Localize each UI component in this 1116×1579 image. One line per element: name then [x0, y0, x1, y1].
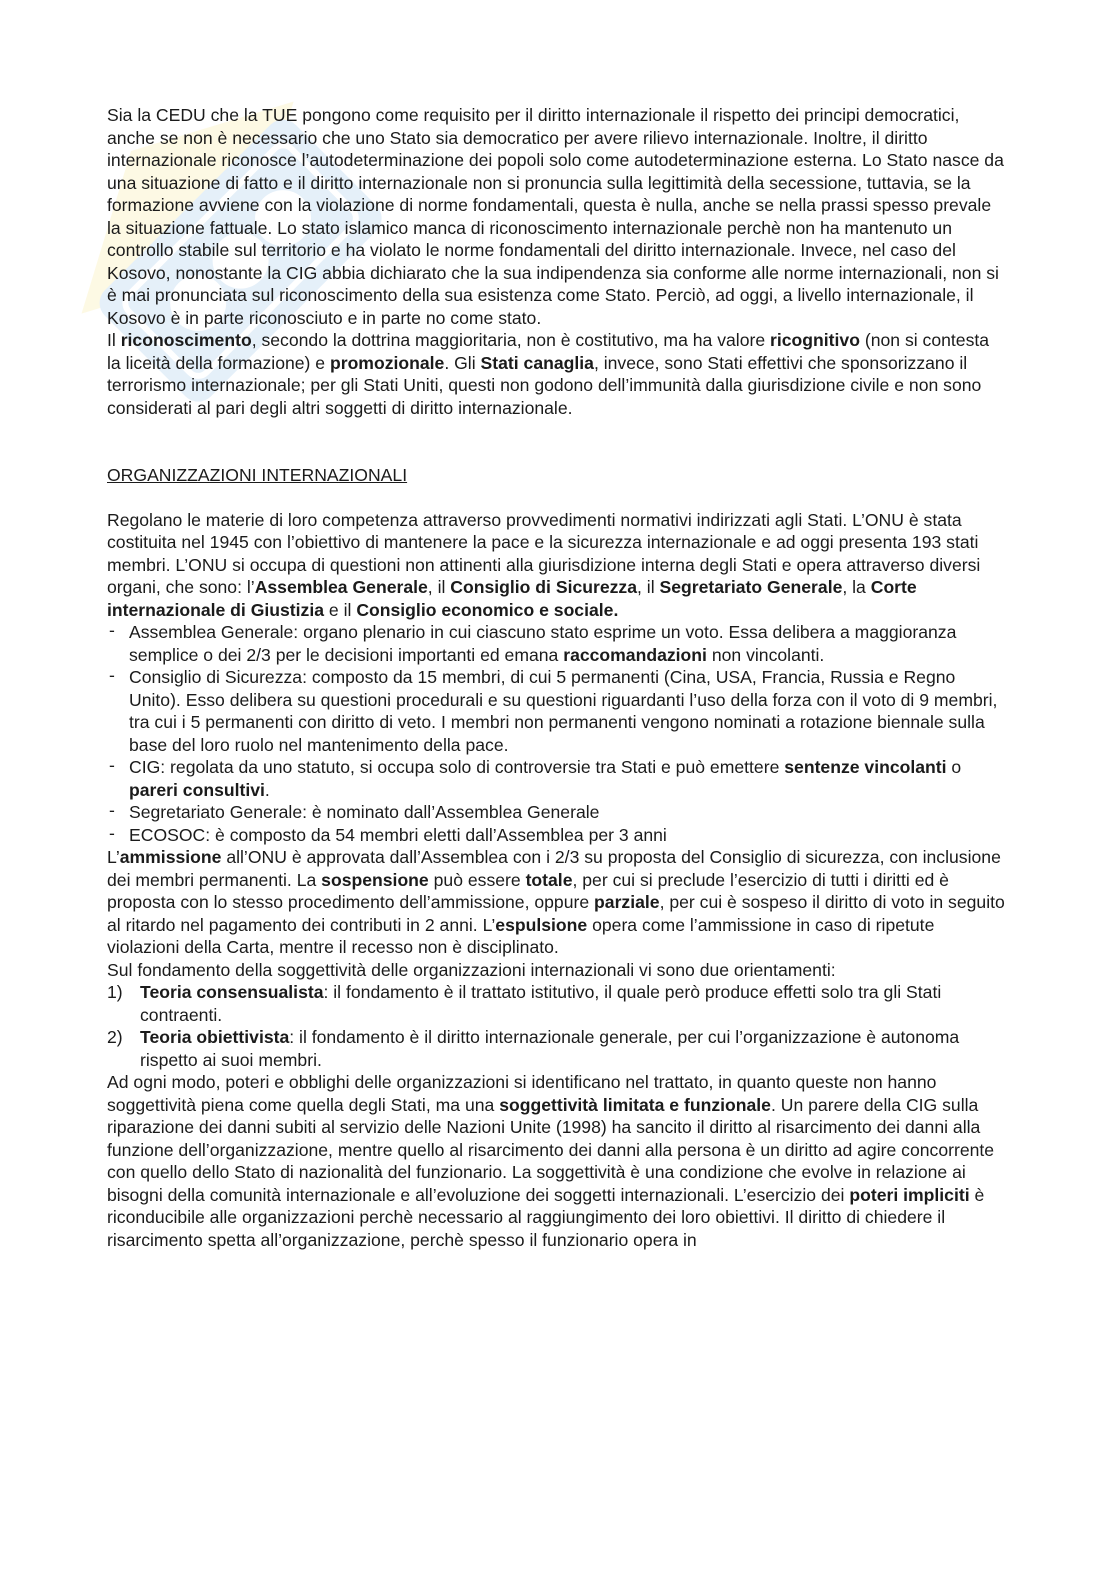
- list-item-cig: - CIG: regolata da uno statuto, si occupa solo di controversie tra Stati e può emettere sentenze vincolanti o pareri consultivi.: [107, 756, 1007, 801]
- paragraph-riconoscimento: Il riconoscimento, secondo la dottrina maggioritaria, non è costitutivo, ma ha valore ricognitivo (non si contesta la liceità della formazione) e promozionale. Gli Stati canaglia, invece, sono Stati effettivi che sponsorizzano il terrorismo internazionale; per gli Stati Uniti, questi non godono dell’immunità dalla giurisdizione civile e non sono considerati al pari degli altri soggetti di diritto internazionale.: [107, 330, 990, 418]
- onu-organs-list: [107, 621, 1007, 846]
- paragraph-ammissione: L’ammissione all’ONU è approvata dall’Assemblea con i 2/3 su proposta del Consiglio di sicurezza, con inclusione dei membri permanenti. La sospensione può essere totale, per cui si preclude l’esercizio di tutti i diritti ed è proposta con lo stesso procedimento dell’ammissione, oppure parziale, per cui è sospeso il diritto di voto in seguito al ritardo nel pagamento dei contributi in 2 anni. L’espulsione opera come l’ammissione in caso di ripetute violazioni della Carta, mentre il recesso non è disciplinato.: [107, 847, 1005, 957]
- list-item-ecosoc: - ECOSOC: è composto da 54 membri eletti dall’Assemblea per 3 anni: [107, 824, 1007, 847]
- list-item-segretariato: - Segretariato Generale: è nominato dall’Assemblea Generale: [107, 801, 1007, 824]
- paragraph-onu-intro: Regolano le materie di loro competenza attraverso provvedimenti normativi indirizzati agli Stati. L’ONU è stata costituita nel 1945 con l’obiettivo di mantenere la pace e la sicurezza internazionale e ad oggi presenta 193 stati membri. L’ONU si occupa di questioni non attinenti alla giurisdizione interna degli Stati e opera attraverso diversi organi, che sono: l’Assemblea Generale, il Consiglio di Sicurezza, il Segretariato Generale, la Corte internazionale di Giustizia e il Consiglio economico e sociale.: [107, 509, 981, 620]
- paragraph-stato-riconoscimento-internazionale: Sia la CEDU che la TUE pongono come requisito per il diritto internazionale il rispetto dei principi democratici, anche se non è necessario che uno Stato sia democratico per avere rilievo internazionale. Inoltre, il diritto internazionale riconosce l’autodeterminazione dei popoli solo come autodeterminazione esterna. Lo Stato nasce da una situazione di fatto e il diritto internazionale non si pronuncia sulla legittimità della secessione, tuttavia, se la formazione avviene con la violazione di norme fondamentali, questa è nulla, anche se nella prassi spesso prevale la situazione fattuale. Lo stato islamico manca di riconoscimento internazionale perchè non ha mantenuto un controllo stabile sul territorio e ha violato le norme fondamentali del diritto internazionale. Invece, nel caso del Kosovo, nonostante la CIG abbia dichiarato che la sua indipendenza sia conforme alle norme internazionali, non si è mai pronunciata sul riconoscimento della sua esistenza come Stato. Perciò, ad oggi, a livello internazionale, il Kosovo è in parte riconosciuto e in parte no come stato.: [107, 105, 1004, 328]
- paragraph-soggettivita: Ad ogni modo, poteri e obblighi delle organizzazioni si identificano nel trattato, in quanto queste non hanno soggettività piena come quella degli Stati, ma una soggettività limitata e funzionale. Un parere della CIG sulla riparazione dei danni subiti al servizio delle Nazioni Unite (1998) ha sancito il diritto al risarcimento dei danni alla funzione dell’organizzazione, mentre quello al risarcimento dei danni alla persona è un diritto ad agire concorrente con quello dello Stato di nazionalità del funzionario. La soggettività è una condizione che evolve in relazione ai bisogni della comunità internazionale e all’evoluzione dei soggetti internazionali. L’esercizio dei poteri impliciti è riconducibile alle organizzazioni perchè necessario al raggiungimento dei loro obiettivi. Il diritto di chiedere il risarcimento spetta all’organizzazione, perchè spesso il funzionario opera in: [107, 1072, 995, 1250]
- list-item-consiglio-sicurezza: - Consiglio di Sicurezza: composto da 15 membri, di cui 5 permanenti (Cina, USA, Francia, Russia e Regno Unito). Esso delibera su questioni procedurali e su questioni riguardanti l’uso della forza con il voto di 9 membri, tra cui i 5 permanenti con diritto di veto. I membri non permanenti vengono nominati a rotazione biennale sulla base del loro ruolo nel mantenimento della pace.: [107, 666, 1007, 756]
- list-item-teoria-consensualista: 1) Teoria consensualista: il fondamento è il trattato istitutivo, il quale però produce effetti solo tra gli Stati contraenti.: [107, 982, 942, 1025]
- list-item-teoria-obiettivista: 2) Teoria obiettivista: il fondamento è il diritto internazionale generale, per cui l’organizzazione è autonoma rispetto ai suoi membri.: [107, 1027, 960, 1070]
- paragraph-orientamenti-intro: Sul fondamento della soggettività delle organizzazioni internazionali vi sono due orientamenti:: [107, 959, 836, 980]
- theories-list: [107, 981, 1007, 1071]
- document-page: [107, 104, 1007, 1251]
- list-item-assemblea-generale: - Assemblea Generale: organo plenario in cui ciascuno stato esprime un voto. Essa delibera a maggioranza semplice o dei 2/3 per le decisioni importanti ed emana raccomandazioni non vincolanti.: [107, 621, 1007, 666]
- section-heading-organizzazioni: ORGANIZZAZIONI INTERNAZIONALI: [107, 465, 408, 485]
